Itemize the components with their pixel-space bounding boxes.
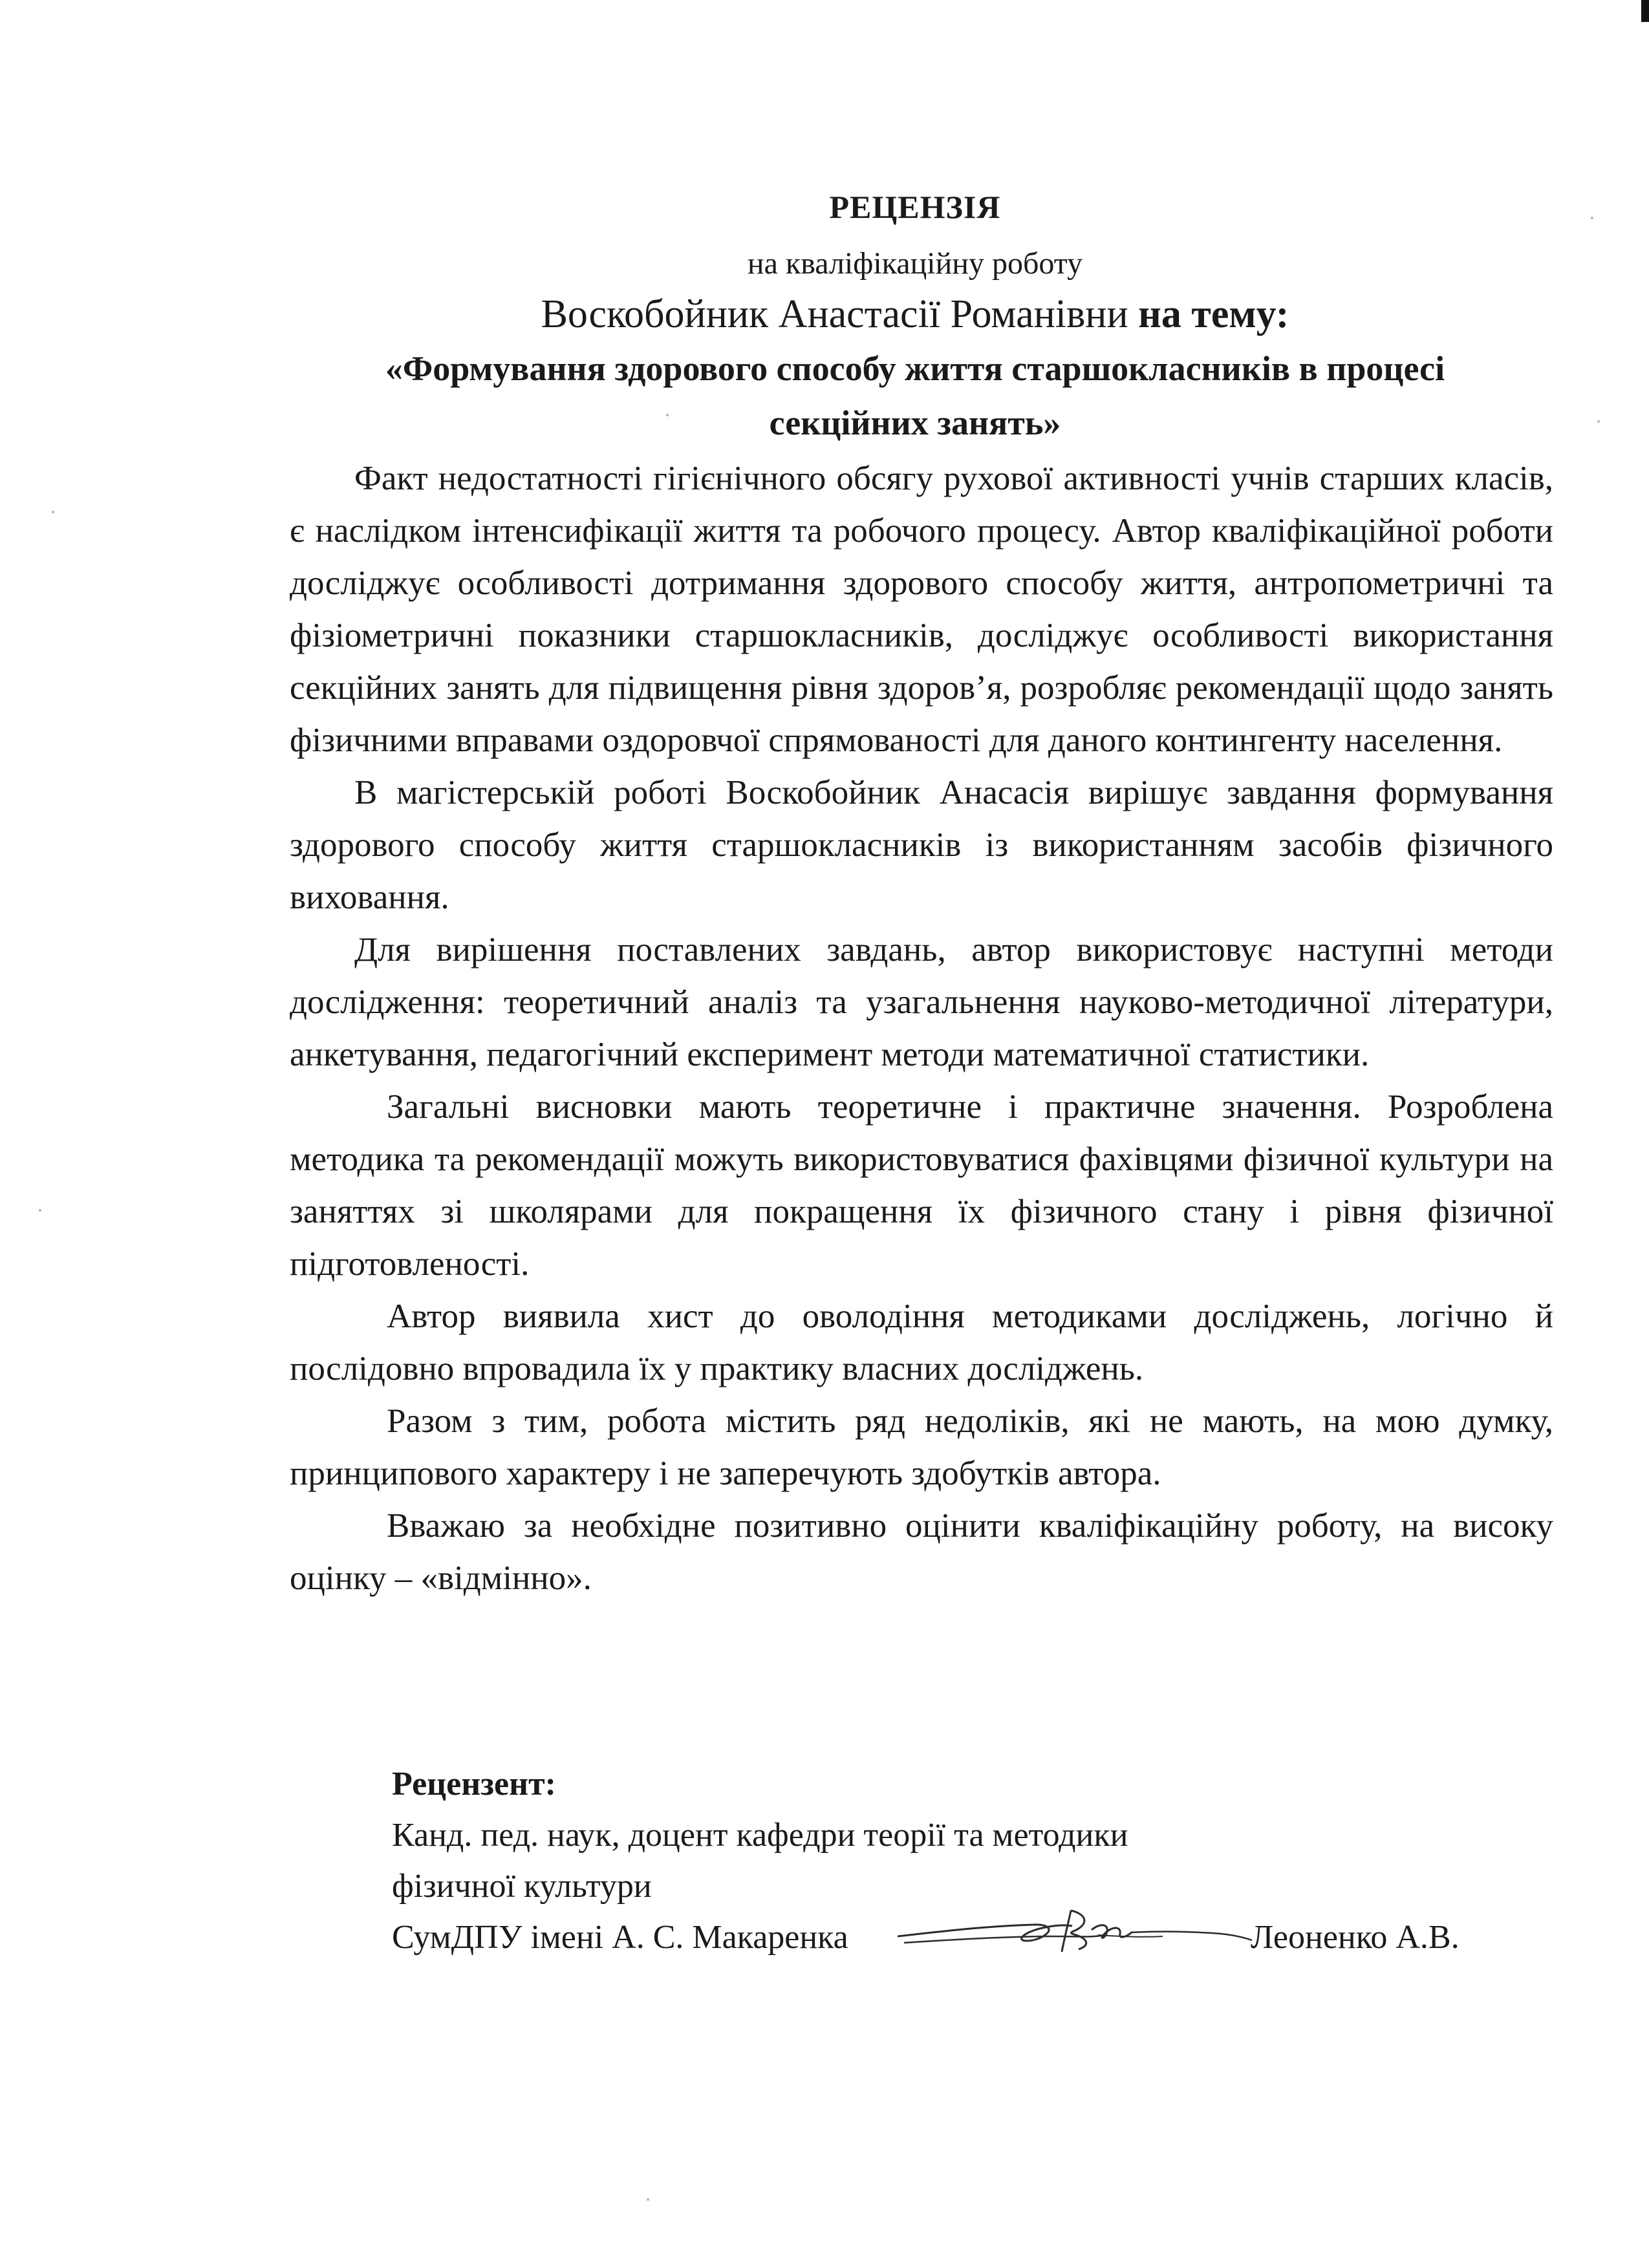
reviewer-signature-line: [392, 1912, 1588, 1963]
handwritten-signature: [885, 1898, 1260, 1962]
author-line: [272, 288, 1558, 340]
reviewer-institution: СумДПУ імені А. С. Макаренка: [392, 1919, 848, 1956]
reviewer-department: фізичної культури: [392, 1868, 652, 1905]
reviewer-heading: Рецензент:: [392, 1766, 556, 1803]
review-paragraph: Факт недостатності гігієнічного обсягу рухової активності учнів старших класів, є наслідком інтенсифікації життя та робочого процесу. Автор кваліфікаційної роботи досліджує особливості дотримання здорового способу життя, антропометричні та фізіометричні показники старшокласників, досліджує особливості використання секційних занять для підвищення рівня здоров’я, розробляє рекомендації щодо занять фізичними вправами оздоровчої спрямованості для даного контингенту населення.: [290, 460, 1553, 759]
scan-speck: [39, 1209, 41, 1212]
review-paragraph: Вважаю за необхідне позитивно оцінити кваліфікаційну роботу, на високу оцінку – «відмінно».: [290, 1507, 1553, 1597]
reviewer-position: Канд. пед. наук, доцент кафедри теорії та методики: [392, 1817, 1128, 1854]
author-name: Воскобойник Анастасії Романівни: [541, 292, 1128, 336]
scan-speck: [647, 2198, 649, 2201]
scan-speck: [1591, 217, 1593, 219]
scan-speck: [52, 511, 54, 513]
topic-line: «Формування здорового способу життя старшокласників в процесі: [385, 349, 1445, 388]
review-body: [290, 453, 1553, 1605]
topic-line: секційних занять»: [769, 403, 1061, 442]
document-title: РЕЦЕНЗІЯ: [829, 189, 1001, 225]
review-paragraph: Для вирішення поставлених завдань, автор використовує наступні методи дослідження: теоретичний аналіз та узагальнення науково-методичної літератури, анкетування, педагогічний експеримент методи математичної статистики.: [290, 931, 1553, 1073]
reviewer-block: [392, 1759, 1588, 1963]
review-paragraph: Разом з тим, робота містить ряд недоліків, які не мають, на мою думку, принципового характеру і не заперечують здобутків автора.: [290, 1402, 1553, 1492]
author-suffix: на тему:: [1138, 292, 1289, 336]
review-paragraph: Загальні висновки мають теоретичне і практичне значення. Розроблена методика та рекомендації можуть використовуватися фахівцями фізичної культури на заняттях зі школярами для покращення їх фізичного стану і рівня фізичної підготовленості.: [290, 1088, 1553, 1283]
reviewer-name: Леоненко А.В.: [1251, 1919, 1460, 1956]
review-paragraph: Автор виявила хист до оволодіння методиками досліджень, логічно й послідовно впровадила їх у практику власних досліджень.: [290, 1298, 1553, 1387]
review-paragraph: В магістерській роботі Воскобойник Анасасія вирішує завдання формування здорового способу життя старшокласників із використанням засобів фізичного виховання.: [290, 774, 1553, 916]
scan-speck: [1597, 420, 1600, 423]
document-header: [272, 175, 1558, 449]
scan-edge-mark: [1641, 0, 1649, 22]
document-subtitle: на кваліфікаційну роботу: [747, 246, 1083, 281]
